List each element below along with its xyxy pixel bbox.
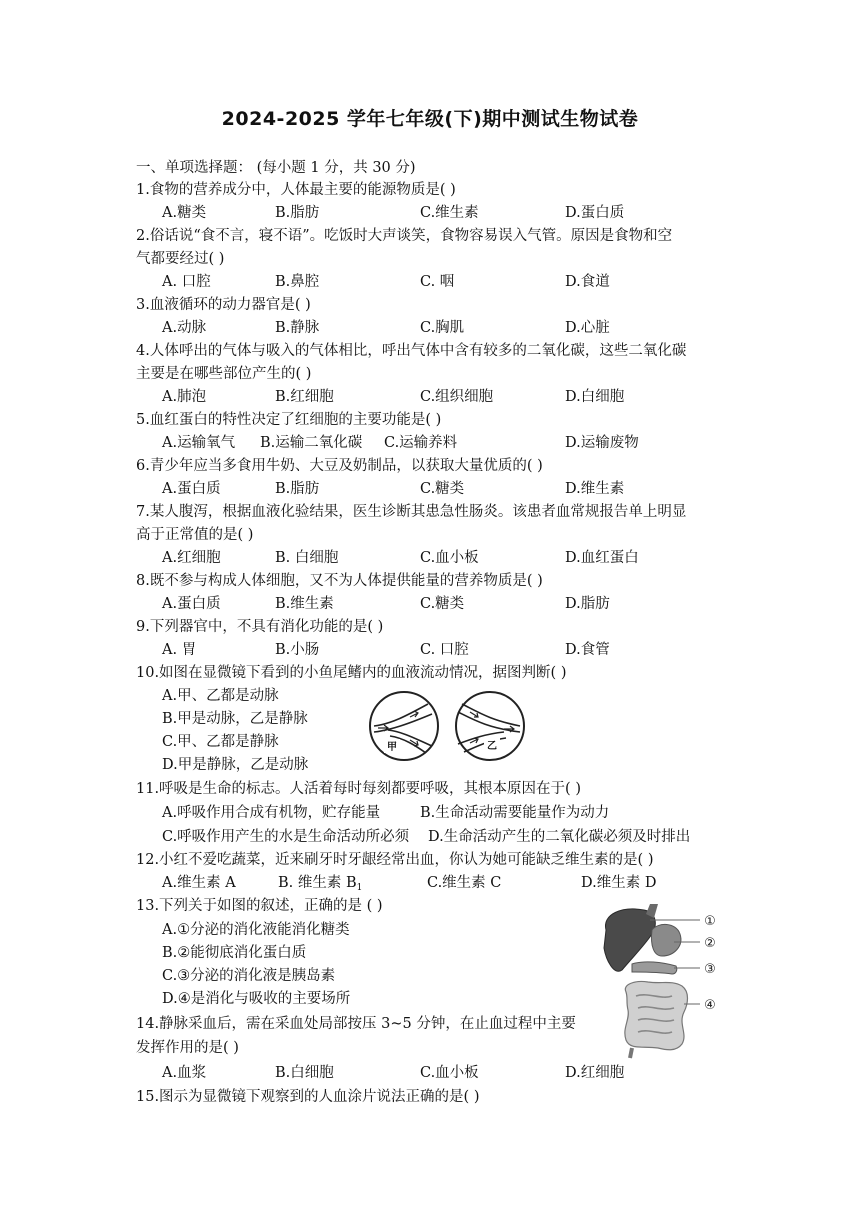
q3-option-b: B.静脉: [275, 320, 320, 336]
q7-option-c: C.血小板: [420, 550, 479, 566]
q8-stem: 8.既不参与构成人体细胞，又不为人体提供能量的营养物质是( ): [136, 573, 543, 589]
q11-option-b: B.生命活动需要能量作为动力: [420, 805, 610, 821]
q13-stem: 13.下列关于如图的叙述，正确的是 ( ): [136, 898, 383, 914]
fig-label-4: ④: [704, 998, 716, 1013]
q1-option-a: A.糖类: [162, 205, 207, 221]
q2-stem-line2: 气都要经过( ): [136, 251, 225, 267]
q10-option-c: C.甲、乙都是静脉: [162, 734, 279, 750]
q6-option-b: B.脂肪: [275, 481, 320, 497]
q7-option-b: B. 白细胞: [275, 550, 339, 566]
q2-option-b: B.鼻腔: [275, 274, 320, 290]
q7-stem-line1: 7.某人腹泻，根据血液化验结果，医生诊断其患急性肠炎。该患者血常规报告单上明显: [136, 504, 687, 520]
fig-label-yi: 乙: [487, 741, 497, 752]
q8-option-c: C.糖类: [420, 596, 465, 612]
q5-option-b: B.运输二氧化碳: [260, 435, 363, 451]
q6-option-d: D.维生素: [565, 481, 625, 497]
q15-stem: 15.图示为显微镜下观察到的人血涂片说法正确的是( ): [136, 1089, 480, 1105]
q13-option-b: B.②能彻底消化蛋白质: [162, 945, 307, 961]
q8-option-a: A.蛋白质: [162, 596, 221, 612]
q2-stem-line1: 2.俗话说“食不言，寝不语”。吃饭时大声谈笑，食物容易误入气管。原因是食物和空: [136, 228, 673, 244]
q1-option-b: B.脂肪: [275, 205, 320, 221]
q6-option-c: C.糖类: [420, 481, 465, 497]
fig-label-jia: 甲: [387, 742, 397, 753]
q12-stem: 12.小红不爱吃蔬菜，近来刷牙时牙龈经常出血，你认为她可能缺乏维生素的是( ): [136, 852, 654, 868]
q10-stem: 10.如图在显微镜下看到的小鱼尾鳍内的血液流动情况，据图判断( ): [136, 665, 567, 681]
q2-option-c: C. 咽: [420, 274, 455, 290]
q9-stem: 9.下列器官中，不具有消化功能的是( ): [136, 619, 384, 635]
q11-option-c: C.呼吸作用产生的水是生命活动所必须: [162, 829, 410, 845]
fig-label-2: ②: [704, 936, 716, 951]
vessel-circle-yi: [456, 692, 524, 760]
q14-option-b: B.白细胞: [275, 1065, 334, 1081]
q6-option-a: A.蛋白质: [162, 481, 221, 497]
q14-option-d: D.红细胞: [565, 1065, 625, 1081]
q4-option-d: D.白细胞: [565, 389, 625, 405]
q11-option-a: A.呼吸作用合成有机物，贮存能量: [162, 805, 381, 821]
q5-stem: 5.血红蛋白的特性决定了红细胞的主要功能是( ): [136, 412, 442, 428]
q9-option-b: B.小肠: [275, 642, 320, 658]
digestive-system-figure: [592, 900, 722, 1060]
q2-option-d: D.食道: [565, 274, 610, 290]
q5-option-c: C.运输养料: [384, 435, 458, 451]
q4-option-a: A.肺泡: [162, 389, 207, 405]
q5-option-d: D.运输废物: [565, 435, 639, 451]
q12-option-b: B. 维生素 $B_1$: [278, 875, 363, 893]
q9-option-d: D.食管: [565, 642, 610, 658]
q10-option-b: B.甲是动脉，乙是静脉: [162, 711, 308, 727]
q7-stem-line2: 高于正常值的是( ): [136, 527, 254, 543]
q13-option-c: C.③分泌的消化液是胰岛素: [162, 968, 336, 984]
q4-stem-line2: 主要是在哪些部位产生的( ): [136, 366, 312, 382]
q9-option-c: C. 口腔: [420, 642, 469, 658]
blood-vessel-figure: [366, 690, 530, 762]
q1-option-d: D.蛋白质: [565, 205, 625, 221]
q3-option-d: D.心脏: [565, 320, 610, 336]
q13-option-d: D.④是消化与吸收的主要场所: [162, 991, 351, 1007]
q1-option-c: C.维生素: [420, 205, 479, 221]
q14-option-c: C.血小板: [420, 1065, 479, 1081]
q13-option-a: A.①分泌的消化液能消化糖类: [162, 922, 350, 938]
q8-option-d: D.脂肪: [565, 596, 610, 612]
q2-option-a: A. 口腔: [162, 274, 211, 290]
q8-option-b: B.维生素: [275, 596, 334, 612]
q11-stem: 11.呼吸是生命的标志。人活着每时每刻都要呼吸，其根本原因在于( ): [136, 781, 581, 797]
q11-option-d: D.生命活动产生的二氧化碳必须及时排出: [428, 829, 691, 845]
page-title: 2024-2025 学年七年级(下)期中测试生物试卷: [221, 108, 639, 130]
fig-label-1: ①: [704, 914, 716, 929]
q10-option-d: D.甲是静脉，乙是动脉: [162, 757, 309, 773]
q3-option-c: C.胸肌: [420, 320, 465, 336]
q9-option-a: A. 胃: [162, 642, 197, 658]
q14-stem-line2: 发挥作用的是( ): [136, 1040, 239, 1056]
q4-option-b: B.红细胞: [275, 389, 334, 405]
q1-stem: 1.食物的营养成分中，人体最主要的能源物质是( ): [136, 182, 456, 198]
q6-stem: 6.青少年应当多食用牛奶、大豆及奶制品，以获取大量优质的( ): [136, 458, 543, 474]
fig-label-3: ③: [704, 962, 716, 977]
q12-option-d: D.维生素 D: [581, 875, 657, 891]
q3-option-a: A.动脉: [162, 320, 207, 336]
vessel-circle-jia: [370, 692, 438, 760]
q10-option-a: A.甲、乙都是动脉: [162, 688, 279, 704]
q4-stem-line1: 4.人体呼出的气体与吸入的气体相比，呼出气体中含有较多的二氧化碳，这些二氧化碳: [136, 343, 687, 359]
q12-option-a: A.维生素 A: [162, 875, 236, 891]
q14-stem-line1: 14.静脉采血后，需在采血处局部按压 3~5 分钟，在止血过程中主要: [136, 1016, 576, 1032]
q5-option-a: A.运输氧气: [162, 435, 236, 451]
q7-option-d: D.血红蛋白: [565, 550, 639, 566]
q4-option-c: C.组织细胞: [420, 389, 494, 405]
q12-option-b-subscript: 1: [356, 883, 363, 893]
q3-stem: 3.血液循环的动力器官是( ): [136, 297, 311, 313]
section-heading: 一、单项选择题： (每小题 1 分，共 30 分): [136, 160, 416, 176]
q7-option-a: A.红细胞: [162, 550, 221, 566]
q14-option-a: A.血浆: [162, 1065, 207, 1081]
q12-option-c: C.维生素 C: [427, 875, 502, 891]
